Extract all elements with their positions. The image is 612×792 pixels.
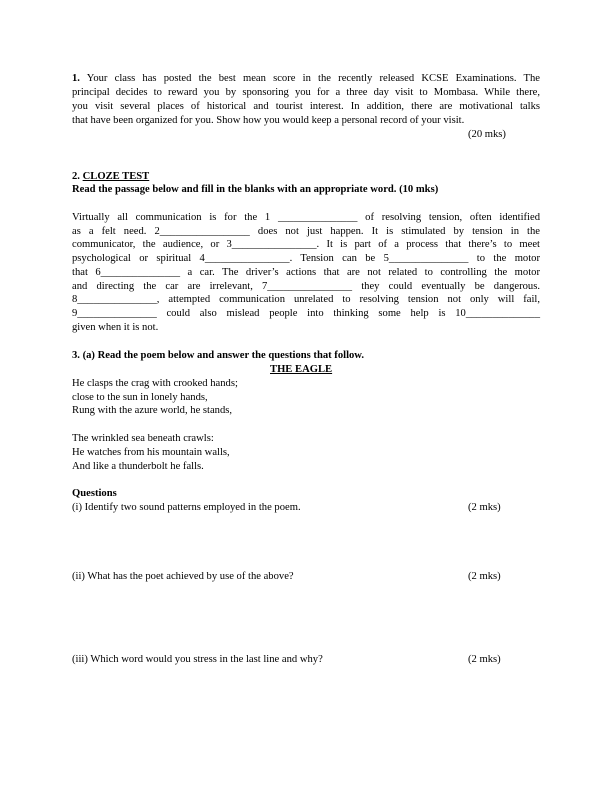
cloze-line-1: Virtually all communication is for the 1 _______________ of resolving tension, often identified	[72, 212, 540, 223]
q1-line-2: principal decides to reward you by sponsoring you for a three day visit to Mombasa. While there,	[72, 87, 540, 98]
poem-line: close to the sun in lonely hands,	[72, 392, 208, 403]
cloze-line-5: that 6_______________ a car. The driver’s actions that are not related to controlling the motor	[72, 267, 540, 278]
poem-line: He watches from his mountain walls,	[72, 447, 230, 458]
cloze-line-9: given when it is not.	[72, 322, 159, 333]
q1-line-3: you visit several places of historical and tourist interest. In addition, there are motivational talks	[72, 101, 540, 112]
q3-heading: 3. (a) Read the poem below and answer the questions that follow.	[72, 350, 365, 361]
cloze-line-4: psychological or spiritual 4________________. Tension can be 5_______________ to the motor	[72, 253, 540, 264]
cloze-line-3: communicator, the audience, or 3________________. It is part of a process that there’s to meet	[72, 239, 540, 250]
sub-question-text: (ii) What has the poet achieved by use of the above?	[72, 571, 294, 582]
q2-title: CLOZE TEST	[82, 171, 150, 182]
cloze-line-2: as a felt need. 2_________________ does not just happen. It is stimulated by tension in the	[72, 226, 540, 237]
sub-question-marks: (2 mks)	[468, 571, 501, 582]
q2-instruction: Read the passage below and fill in the blanks with an appropriate word. (10 mks)	[72, 184, 439, 195]
cloze-line-7: 8_______________, attempted communication unrelated to resolving tension not only will fail,	[72, 294, 540, 305]
questions-label: Questions	[72, 488, 117, 499]
poem-line: He clasps the crag with crooked hands;	[72, 378, 238, 389]
poem-line: The wrinkled sea beneath crawls:	[72, 433, 214, 444]
cloze-line-6: and directing the car are irrelevant, 7________________ they could eventually be dangerous.	[72, 281, 540, 292]
poem-line: Rung with the azure world, he stands,	[72, 405, 233, 416]
q1-line-1: 1. Your class has posted the best mean score in the recently released KCSE Examinations. The	[72, 73, 540, 84]
q2-heading	[72, 170, 149, 183]
sub-question-marks: (2 mks)	[468, 654, 501, 665]
poem-title: THE EAGLE	[270, 364, 333, 375]
poem-line: And like a thunderbolt he falls.	[72, 461, 204, 472]
q1-marks: (20 mks)	[468, 129, 506, 140]
q2-number: 2.	[72, 171, 80, 182]
sub-question-text: (i) Identify two sound patterns employed in the poem.	[72, 502, 301, 513]
cloze-line-8: 9_______________ could also mislead people into thinking some help is 10______________	[72, 308, 540, 319]
q1-line-4: that have been organized for you. Show how you would keep a personal record of your visit.	[72, 115, 465, 126]
q1-number: 1.	[72, 73, 80, 84]
sub-question-marks: (2 mks)	[468, 502, 501, 513]
sub-question-text: (iii) Which word would you stress in the last line and why?	[72, 654, 323, 665]
